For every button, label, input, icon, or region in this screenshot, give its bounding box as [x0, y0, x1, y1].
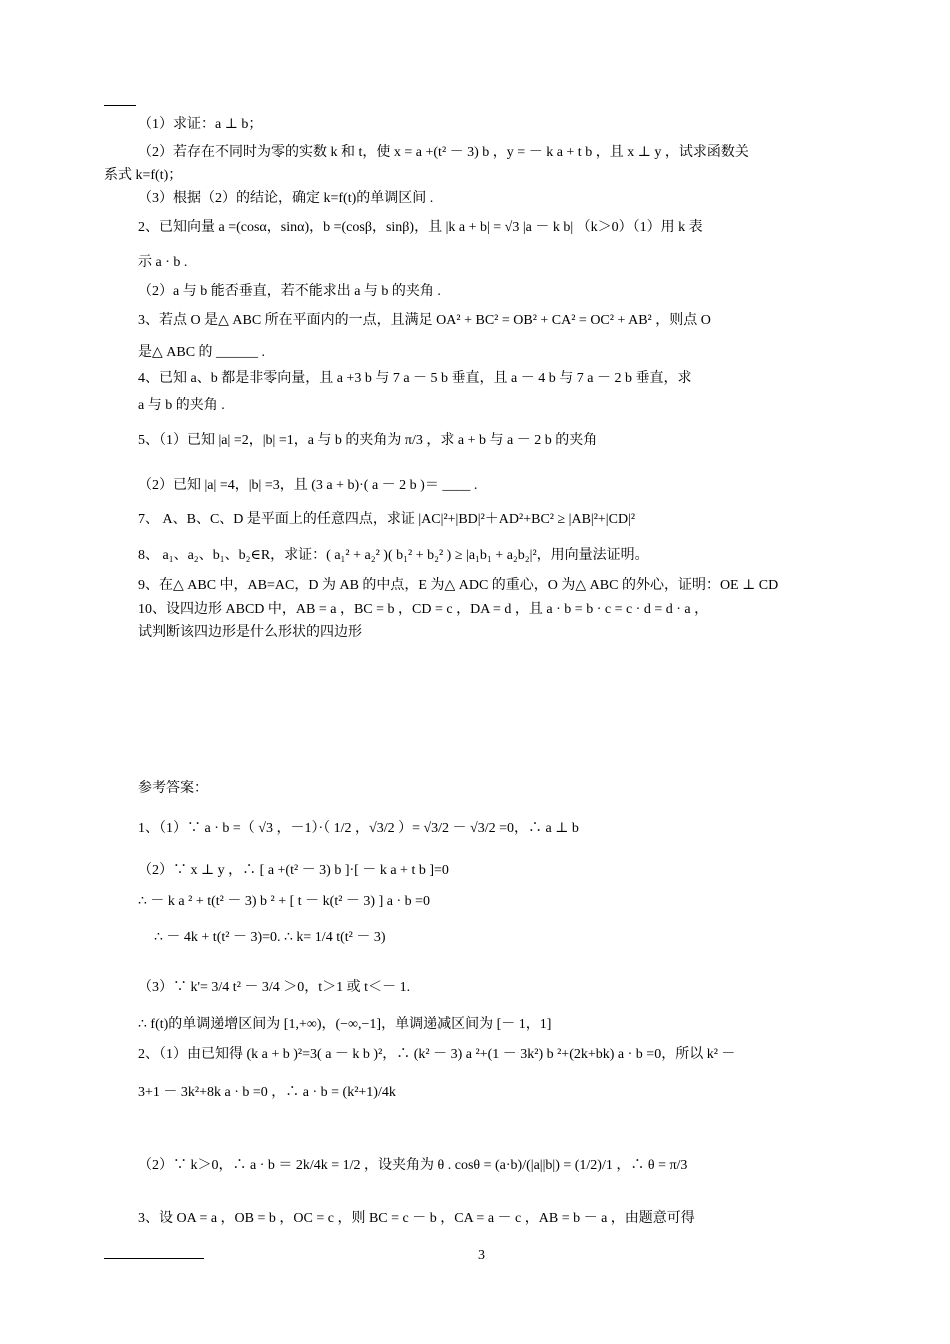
page-number: 3 — [478, 1248, 485, 1263]
text-line: 3、若点 O 是△ ABC 所在平面内的一点，且满足 OA² + BC² = OB² + CA² = OC² + AB² ，则点 O — [138, 313, 711, 328]
text-line: （2）若存在不同时为零的实数 k 和 t，使 x = a +(t² － 3) b ，y = － k a + t b ，且 x ⊥ y ，试求函数关 — [138, 145, 749, 160]
text-line: 是△ ABC 的 ______ . — [138, 345, 266, 360]
text-line: （2）∵ x ⊥ y ，∴ [ a +(t² － 3) b ]·[ － k a + t b ]=0 — [138, 863, 449, 878]
text-line: 7、 A、B、C、D 是平面上的任意四点，求证 |AC|²+|BD|²＋AD²+BC² ≥ |AB|²+|CD|² — [138, 512, 636, 527]
text-line: ∴ － 4k + t(t² － 3)=0. ∴ k= 1/4 t(t² － 3) — [154, 930, 386, 945]
text-line: 系式 k=f(t)； — [104, 168, 183, 183]
text-line: （3）根据（2）的结论，确定 k=f(t)的单调区间 . — [138, 191, 434, 206]
text-line: 4、已知 a、b 都是非零向量，且 a +3 b 与 7 a － 5 b 垂直，且 a － 4 b 与 7 a － 2 b 垂直，求 — [138, 371, 692, 386]
text-line: 8、 a₁、a₂、b₁、b₂∈R，求证：( a₁² + a₂² )( b₁² + b₂² ) ≥ |a₁b₁ + a₂b₂|²，用向量法证明。 — [138, 548, 649, 563]
text-line: a 与 b 的夹角 . — [138, 398, 225, 413]
text-line: 3+1 － 3k²+8k a · b =0 ，∴ a · b = (k²+1)/4k — [138, 1085, 396, 1100]
text-line: 2、（1）由已知得 (k a + b )²=3( a － k b )²，∴ (k² － 3) a ²+(1 － 3k²) b ²+(2k+bk) a · b =0，所以 k² － — [138, 1047, 736, 1062]
header-rule — [104, 105, 136, 106]
text-line: ∴ f(t)的单调递增区间为 [1,+∞)，(−∞,−1]，单调递减区间为 [－ 1，1] — [138, 1017, 552, 1032]
footer-rule — [104, 1258, 204, 1259]
text-line: （2）a 与 b 能否垂直，若不能求出 a 与 b 的夹角 . — [138, 284, 441, 299]
text-line: （2）已知 |a| =4，|b| =3，且 (3 a + b)·( a － 2 b )＝ ____ . — [138, 478, 478, 493]
text-line: （1）求证：a ⊥ b； — [138, 117, 263, 132]
text-line: 3、设 OA = a ，OB = b ，OC = c ，则 BC = c － b ，CA = a － c ，AB = b － a ，由题意可得 — [138, 1211, 695, 1226]
text-line: 试判断该四边形是什么形状的四边形 — [138, 625, 362, 640]
text-line: 5、（1）已知 |a| =2，|b| =1，a 与 b 的夹角为 π/3 ，求 a + b 与 a － 2 b 的夹角 — [138, 433, 598, 448]
answer-heading: 参考答案： — [138, 781, 208, 796]
text-line: ∴ － k a ² + t(t² － 3) b ² + [ t － k(t² － 3) ] a · b =0 — [138, 894, 431, 909]
text-line: 10、设四边形 ABCD 中，AB = a ，BC = b ，CD = c ，DA = d ，且 a · b = b · c = c · d = d · a ， — [138, 602, 709, 617]
text-line: （3）∵ k'= 3/4 t² － 3/4 ＞0，t＞1 或 t＜－ 1. — [138, 980, 411, 995]
text-line: 9、在△ ABC 中，AB=AC，D 为 AB 的中点，E 为△ ADC 的重心，O 为△ ABC 的外心，证明：OE ⊥ CD — [138, 578, 779, 593]
text-line: 2、已知向量 a =(cosα，sinα)，b =(cosβ，sinβ)，且 |k a + b| = √3 |a － k b| （k＞0）（1）用 k 表 — [138, 220, 703, 235]
text-line: （2）∵ k＞0，∴ a · b ＝ 2k/4k = 1/2 ，设夹角为 θ . cosθ = (a·b)/(|a||b|) = (1/2)/1 ，∴ θ = π/3 — [138, 1158, 688, 1173]
text-line: 1、（1）∵ a · b =（ √3 ，－1）·（ 1/2 ，√3/2 ）= √3/2 － √3/2 =0，∴ a ⊥ b — [138, 821, 579, 836]
text-line: 示 a · b . — [138, 255, 188, 270]
